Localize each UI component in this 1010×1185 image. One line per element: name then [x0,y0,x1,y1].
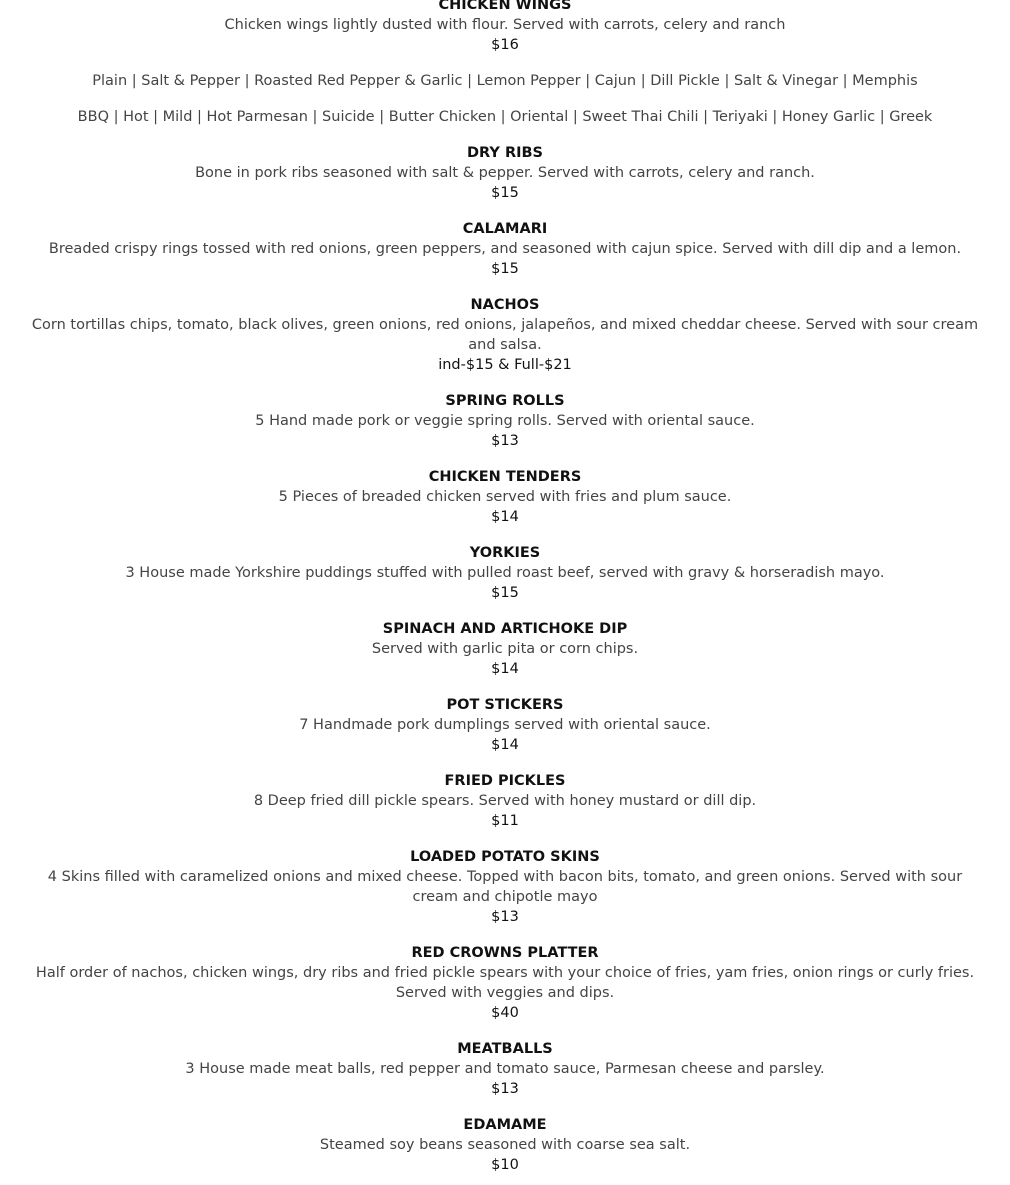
item-description: 4 Skins filled with caramelized onions and mixed cheese. Topped with bacon bits, tomato, and green onions. Served with sour cream and chipotle mayo [47,869,963,905]
item-description: 5 Pieces of breaded chicken served with fries and plum sauce. [278,489,732,505]
item-name: NACHOS [470,297,540,313]
menu-item-edamame [0,1115,1010,1175]
wing-flavors-line-2: BBQ | Hot | Mild | Hot Parmesan | Suicide | Butter Chicken | Oriental | Sweet Thai Chili | Teriyaki | Honey Garlic | Greek [77,109,933,125]
item-description: Bone in pork ribs seasoned with salt & pepper. Served with carrots, celery and ranch. [195,165,815,181]
item-name: DRY RIBS [466,145,543,161]
item-name: LOADED POTATO SKINS [410,849,600,865]
item-price: $16 [491,37,519,53]
item-description: 3 House made Yorkshire puddings stuffed with pulled roast beef, served with gravy & horseradish mayo. [125,565,885,581]
item-price: $15 [491,261,519,277]
item-price: $11 [491,813,519,829]
menu-item-chicken-tenders [0,467,1010,527]
menu-item-spring-rolls [0,391,1010,451]
item-name: EDAMAME [463,1117,547,1133]
item-name: MEATBALLS [457,1041,553,1057]
item-price: $40 [491,1005,519,1021]
item-description: Half order of nachos, chicken wings, dry ribs and fried pickle spears with your choice of fries, yam fries, onion rings or curly fries. Served with veggies and dips. [35,965,975,1001]
item-name: RED CROWNS PLATTER [411,945,599,961]
wing-flavors-line-1: Plain | Salt & Pepper | Roasted Red Pepper & Garlic | Lemon Pepper | Cajun | Dill Pickle | Salt & Vinegar | Memphis [92,73,918,89]
menu-item-meatballs [0,1039,1010,1099]
item-description: 8 Deep fried dill pickle spears. Served with honey mustard or dill dip. [253,793,757,809]
menu-item-nachos [0,295,1010,375]
item-price: $14 [491,509,519,525]
item-name: YORKIES [469,545,541,561]
item-price: $10 [491,1157,519,1173]
item-name: FRIED PICKLES [444,773,566,789]
item-price: ind-$15 & Full-$21 [438,357,572,373]
item-description: 7 Handmade pork dumplings served with oriental sauce. [299,717,711,733]
item-description: Corn tortillas chips, tomato, black olives, green onions, red onions, jalapeños, and mixed cheddar cheese. Served with sour cream and salsa. [31,317,979,353]
item-name: SPINACH AND ARTICHOKE DIP [382,621,628,637]
menu-item-red-crowns-platter [0,943,1010,1023]
item-price: $15 [491,185,519,201]
menu-item-calamari [0,219,1010,279]
menu-item-pot-stickers [0,695,1010,755]
item-description: Served with garlic pita or corn chips. [371,641,639,657]
item-price: $14 [491,737,519,753]
menu-item-spinach-artichoke-dip [0,619,1010,679]
item-description: Steamed soy beans seasoned with coarse sea salt. [319,1137,691,1153]
item-name: SPRING ROLLS [445,393,565,409]
menu-item-yorkies [0,543,1010,603]
menu-item-loaded-potato-skins [0,847,1010,927]
menu-item-dry-ribs [0,143,1010,203]
item-description: Breaded crispy rings tossed with red onions, green peppers, and seasoned with cajun spice. Served with dill dip and a lemon. [48,241,962,257]
item-description: 3 House made meat balls, red pepper and tomato sauce, Parmesan cheese and parsley. [185,1061,825,1077]
item-name: POT STICKERS [446,697,564,713]
item-name: CHICKEN TENDERS [428,469,582,485]
item-price: $14 [491,661,519,677]
menu-item-fried-pickles [0,771,1010,831]
item-price: $13 [491,1081,519,1097]
item-description: Chicken wings lightly dusted with flour. Served with carrots, celery and ranch [224,17,786,33]
menu-item-chicken-wings [0,0,1010,55]
item-price: $13 [491,433,519,449]
item-price: $15 [491,585,519,601]
item-name: CALAMARI [462,221,548,237]
item-price: $13 [491,909,519,925]
item-name: CHICKEN WINGS [438,0,572,13]
item-description: 5 Hand made pork or veggie spring rolls. Served with oriental sauce. [255,413,755,429]
